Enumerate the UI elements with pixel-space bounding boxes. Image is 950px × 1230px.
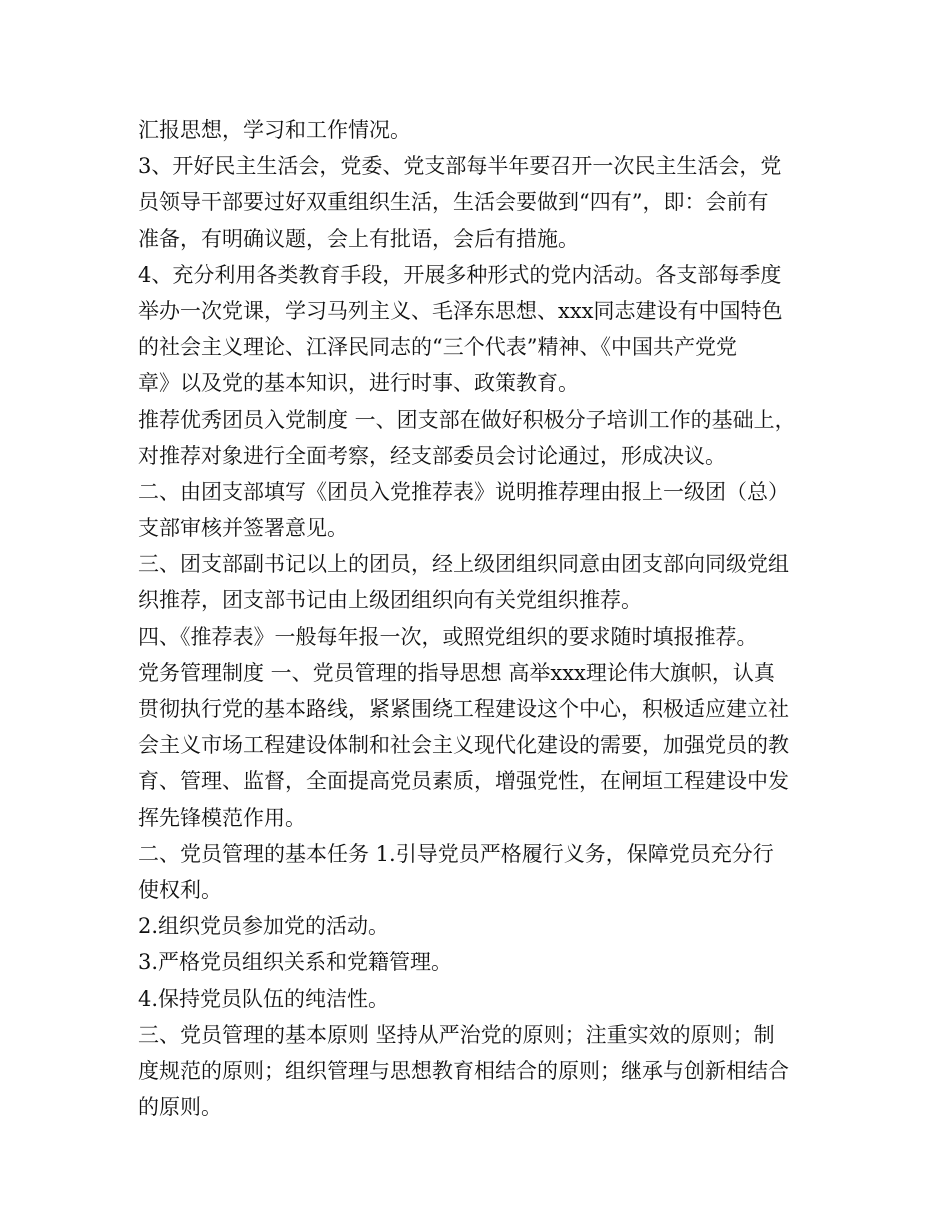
text-line: 2.组织党员参加党的活动。 [138, 914, 390, 939]
text-line: 员领导干部要过好双重组织生活，生活会要做到“四有”，即：会前有 [138, 190, 769, 215]
text-line: 度规范的原则；组织管理与思想教育相结合的原则；继承与创新相结合 [138, 1058, 789, 1083]
text-line: 育、管理、监督，全面提高党员素质，增强党性，在闸垣工程建设中发 [138, 769, 789, 794]
text-line: 会主义市场工程建设体制和社会主义现代化建设的需要，加强党员的教 [138, 733, 789, 758]
text-line: 汇报思想，学习和工作情况。 [138, 118, 411, 142]
text-line: 党务管理制度 一、党员管理的指导思想 高举xxx理论伟大旗帜，认真 [138, 660, 775, 685]
text-line: 3.严格党员组织关系和党籍管理。 [138, 950, 453, 975]
text-line: 的社会主义理论、江泽民同志的“三个代表”精神、《中国共产党党 [138, 335, 737, 360]
text-line: 使权利。 [138, 877, 222, 902]
text-line: 4、充分利用各类教育手段，开展多种形式的党内活动。各支部每季度 [138, 262, 782, 287]
text-line: 举办一次党课，学习马列主义、毛泽东思想、xxx同志建设有中国特色 [138, 298, 783, 323]
text-line: 挥先锋模范作用。 [138, 805, 306, 830]
text-line: 织推荐，团支部书记由上级团组织向有关党组织推荐。 [138, 588, 642, 613]
text-line: 三、团支部副书记以上的团员，经上级团组织同意由团支部向同级党组 [138, 552, 789, 577]
text-line: 贯彻执行党的基本路线，紧紧围绕工程建设这个中心，积极适应建立社 [138, 697, 789, 721]
text-line: 准备，有明确议题，会上有批语，会后有措施。 [138, 226, 579, 251]
text-line: 3、开好民主生活会，党委、党支部每半年要召开一次民主生活会，党 [138, 154, 782, 179]
text-line: 支部审核并签署意见。 [138, 516, 348, 541]
text-line: 二、由团支部填写《团员入党推荐表》说明推荐理由报上一级团（总） [138, 479, 789, 504]
text-line: 的原则。 [138, 1095, 222, 1120]
text-line: 章》以及党的基本知识，进行时事、政策教育。 [138, 371, 579, 396]
text-line: 三、党员管理的基本原则 坚持从严治党的原则；注重实效的原则；制 [138, 1022, 775, 1047]
text-line: 推荐优秀团员入党制度 一、团支部在做好积极分子培训工作的基础上， [138, 407, 796, 432]
text-line: 四、《推荐表》一般每年报一次，或照党组织的要求随时填报推荐。 [138, 624, 758, 649]
text-line: 二、党员管理的基本任务 1.引导党员严格履行义务，保障党员充分行 [138, 841, 774, 866]
text-line: 4.保持党员队伍的纯洁性。 [138, 986, 390, 1011]
text-line: 对推荐对象进行全面考察，经支部委员会讨论通过，形成决议。 [138, 443, 726, 468]
document-body [138, 112, 828, 1125]
